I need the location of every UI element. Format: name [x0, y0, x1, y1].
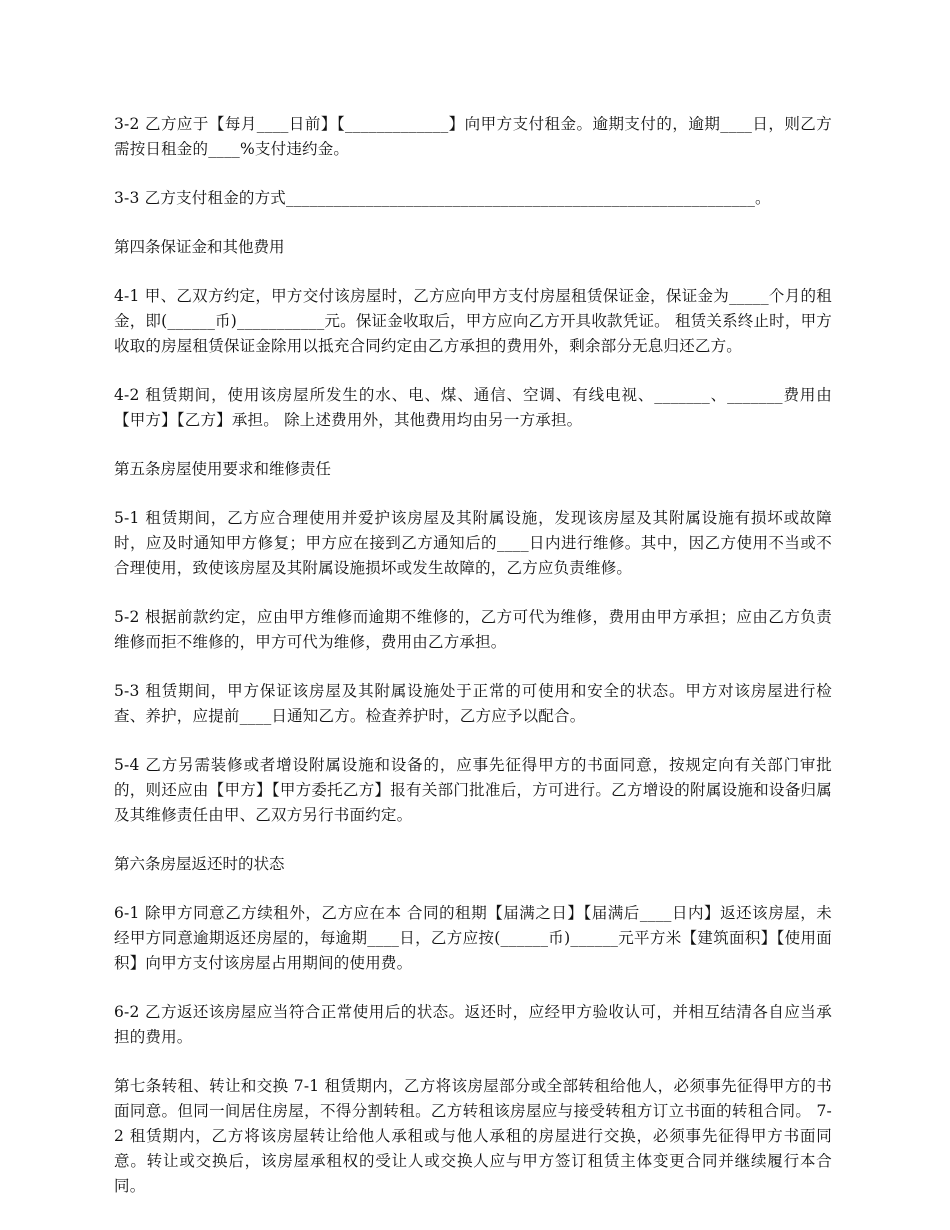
clause-5-2: 5-2 根据前款约定，应由甲方维修而逾期不维修的，乙方可代为维修，费用由甲方承担；应由乙方负责维修而拒不维修的，甲方可代为维修，费用由乙方承担。 — [114, 608, 832, 651]
clause-3-3: 3-3 乙方支付租金的方式___________________________________________________________。 — [114, 189, 771, 207]
clause-6-2: 6-2 乙方返还该房屋应当符合正常使用后的状态。返还时，应经甲方验收认可，并相互结清各自应当承担的费用。 — [114, 1003, 832, 1046]
clause-3-2: 3-2 乙方应于【每月____日前】【_____________】向甲方支付租金。逾期支付的，逾期____日，则乙方需按日租金的____%支付违约金。 — [114, 115, 832, 158]
clause-5-4: 5-4 乙方另需装修或者增设附属设施和设备的，应事先征得甲方的书面同意，按规定向有关部门审批的，则还应由【甲方】【甲方委托乙方】报有关部门批准后，方可进行。乙方增设的附属设施和设备归属及其维修责任由甲、乙双方另行书面约定。 — [114, 756, 832, 824]
clause-6-1: 6-1 除甲方同意乙方续租外，乙方应在本 合同的租期【届满之日】【届满后____日内】返还该房屋，未经甲方同意逾期返还房屋的，每逾期____日，乙方应按(______币)______元平方米【建筑面积】【使用面积】向甲方支付该房屋占用期间的使用费。 — [114, 904, 832, 972]
clause-5-1: 5-1 租赁期间，乙方应合理使用并爱护该房屋及其附属设施，发现该房屋及其附属设施有损坏或故障时，应及时通知甲方修复；甲方应在接到乙方通知后的____日内进行维修。其中，因乙方使用不当或不合理使用，致使该房屋及其附属设施损坏或发生故障的，乙方应负责维修。 — [114, 509, 832, 577]
clause-5-3: 5-3 租赁期间，甲方保证该房屋及其附属设施处于正常的可使用和安全的状态。甲方对该房屋进行检查、养护，应提前____日通知乙方。检查养护时，乙方应予以配合。 — [114, 682, 832, 725]
clause-4-2: 4-2 租赁期间，使用该房屋所发生的水、电、煤、通信、空调、有线电视、_______、_______费用由【甲方】【乙方】承担。 除上述费用外，其他费用均由另一方承担。 — [114, 386, 832, 429]
article-5-heading: 第五条房屋使用要求和维修责任 — [114, 460, 332, 478]
clause-4-1: 4-1 甲、乙双方约定，甲方交付该房屋时，乙方应向甲方支付房屋租赁保证金，保证金为_____个月的租金，即(______币)___________元。保证金收取后，甲方应向乙方开具收款凭证。 租赁关系终止时，甲方收取的房屋租赁保证金除用以抵充合同约定由乙方承担的费用外，剩余部分无息归还乙方。 — [114, 287, 832, 355]
article-7-paragraph: 第七条转租、转让和交换 7-1 租赁期内，乙方将该房屋部分或全部转租给他人，必须事先征得甲方的书面同意。但同一间居住房屋，不得分割转租。乙方转租该房屋应与接受转租方订立书面的转租合同。 7-2 租赁期内，乙方将该房屋转让给他人承租或与他人承租的房屋进行交换，必须事先征得甲方书面同意。转让或交换后，该房屋承租权的受让人或交换人应与甲方签订租赁主体变更合同并继续履行本合同。 — [114, 1077, 832, 1195]
article-4-heading: 第四条保证金和其他费用 — [114, 238, 285, 256]
article-6-heading: 第六条房屋返还时的状态 — [114, 855, 285, 873]
